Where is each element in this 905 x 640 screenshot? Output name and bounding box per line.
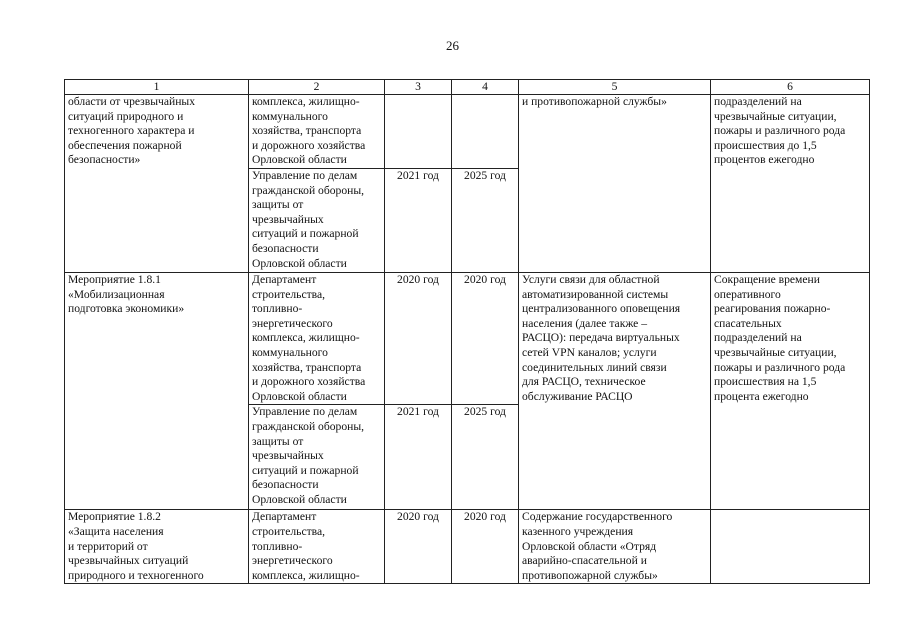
content-cell: Услуги связи для областной автоматизированной системы централизованного оповещения населения (далее также – РАСЦО): передача виртуальных сетей VPN каналов; услуги соединительных линий связи для РАСЦО, техническое обслуживание РАСЦО [519,272,711,509]
column-header-4: 4 [452,80,519,95]
measure-name-cell: Мероприятие 1.8.1 «Мобилизационная подготовка экономики» [65,272,249,509]
executor-cell: Департамент строительства, топливно- энергетического комплекса, жилищно- [249,510,385,584]
program-measures-table [64,79,870,584]
table-row [65,510,870,584]
executor-cell: комплекса, жилищно- коммунального хозяйства, транспорта и дорожного хозяйства Орловской области [249,95,385,169]
column-header-3: 3 [385,80,452,95]
end-year-cell: 2025 год [452,168,519,272]
content-cell: и противопожарной службы» [519,95,711,273]
start-year-cell: 2021 год [385,168,452,272]
content-cell: Содержание государственного казенного учреждения Орловской области «Отряд аварийно-спасательной и противопожарной службы» [519,510,711,584]
executor-cell: Департамент строительства, топливно- энергетического комплекса, жилищно- коммунального хозяйства, транспорта и дорожного хозяйства Орловской области [249,272,385,404]
measure-name-cell: области от чрезвычайных ситуаций природного и техногенного характера и обеспечения пожарной безопасности» [65,95,249,273]
start-year-cell: 2020 год [385,272,452,404]
column-header-2: 2 [249,80,385,95]
table-header-row [65,80,870,95]
column-header-5: 5 [519,80,711,95]
page-number: 26 [446,38,459,53]
end-year-cell: 2025 год [452,405,519,510]
table-row [65,272,870,404]
executor-cell: Управление по делам гражданской обороны, защиты от чрезвычайных ситуаций и пожарной безопасности Орловской области [249,405,385,510]
result-cell [711,510,870,584]
measure-name-cell: Мероприятие 1.8.2 «Защита населения и территорий от чрезвычайных ситуаций природного и техногенного [65,510,249,584]
executor-cell: Управление по делам гражданской обороны, защиты от чрезвычайных ситуаций и пожарной безопасности Орловской области [249,168,385,272]
start-year-cell [385,95,452,169]
result-cell: подразделений на чрезвычайные ситуации, пожары и различного рода происшествия до 1,5 процентов ежегодно [711,95,870,273]
column-header-1: 1 [65,80,249,95]
column-header-6: 6 [711,80,870,95]
result-cell: Сокращение времени оперативного реагирования пожарно- спасательных подразделений на чрезвычайные ситуации, пожары и различного рода происшествия на 1,5 процента ежегодно [711,272,870,509]
end-year-cell [452,95,519,169]
table-row [65,95,870,169]
end-year-cell: 2020 год [452,510,519,584]
start-year-cell: 2021 год [385,405,452,510]
start-year-cell: 2020 год [385,510,452,584]
end-year-cell: 2020 год [452,272,519,404]
